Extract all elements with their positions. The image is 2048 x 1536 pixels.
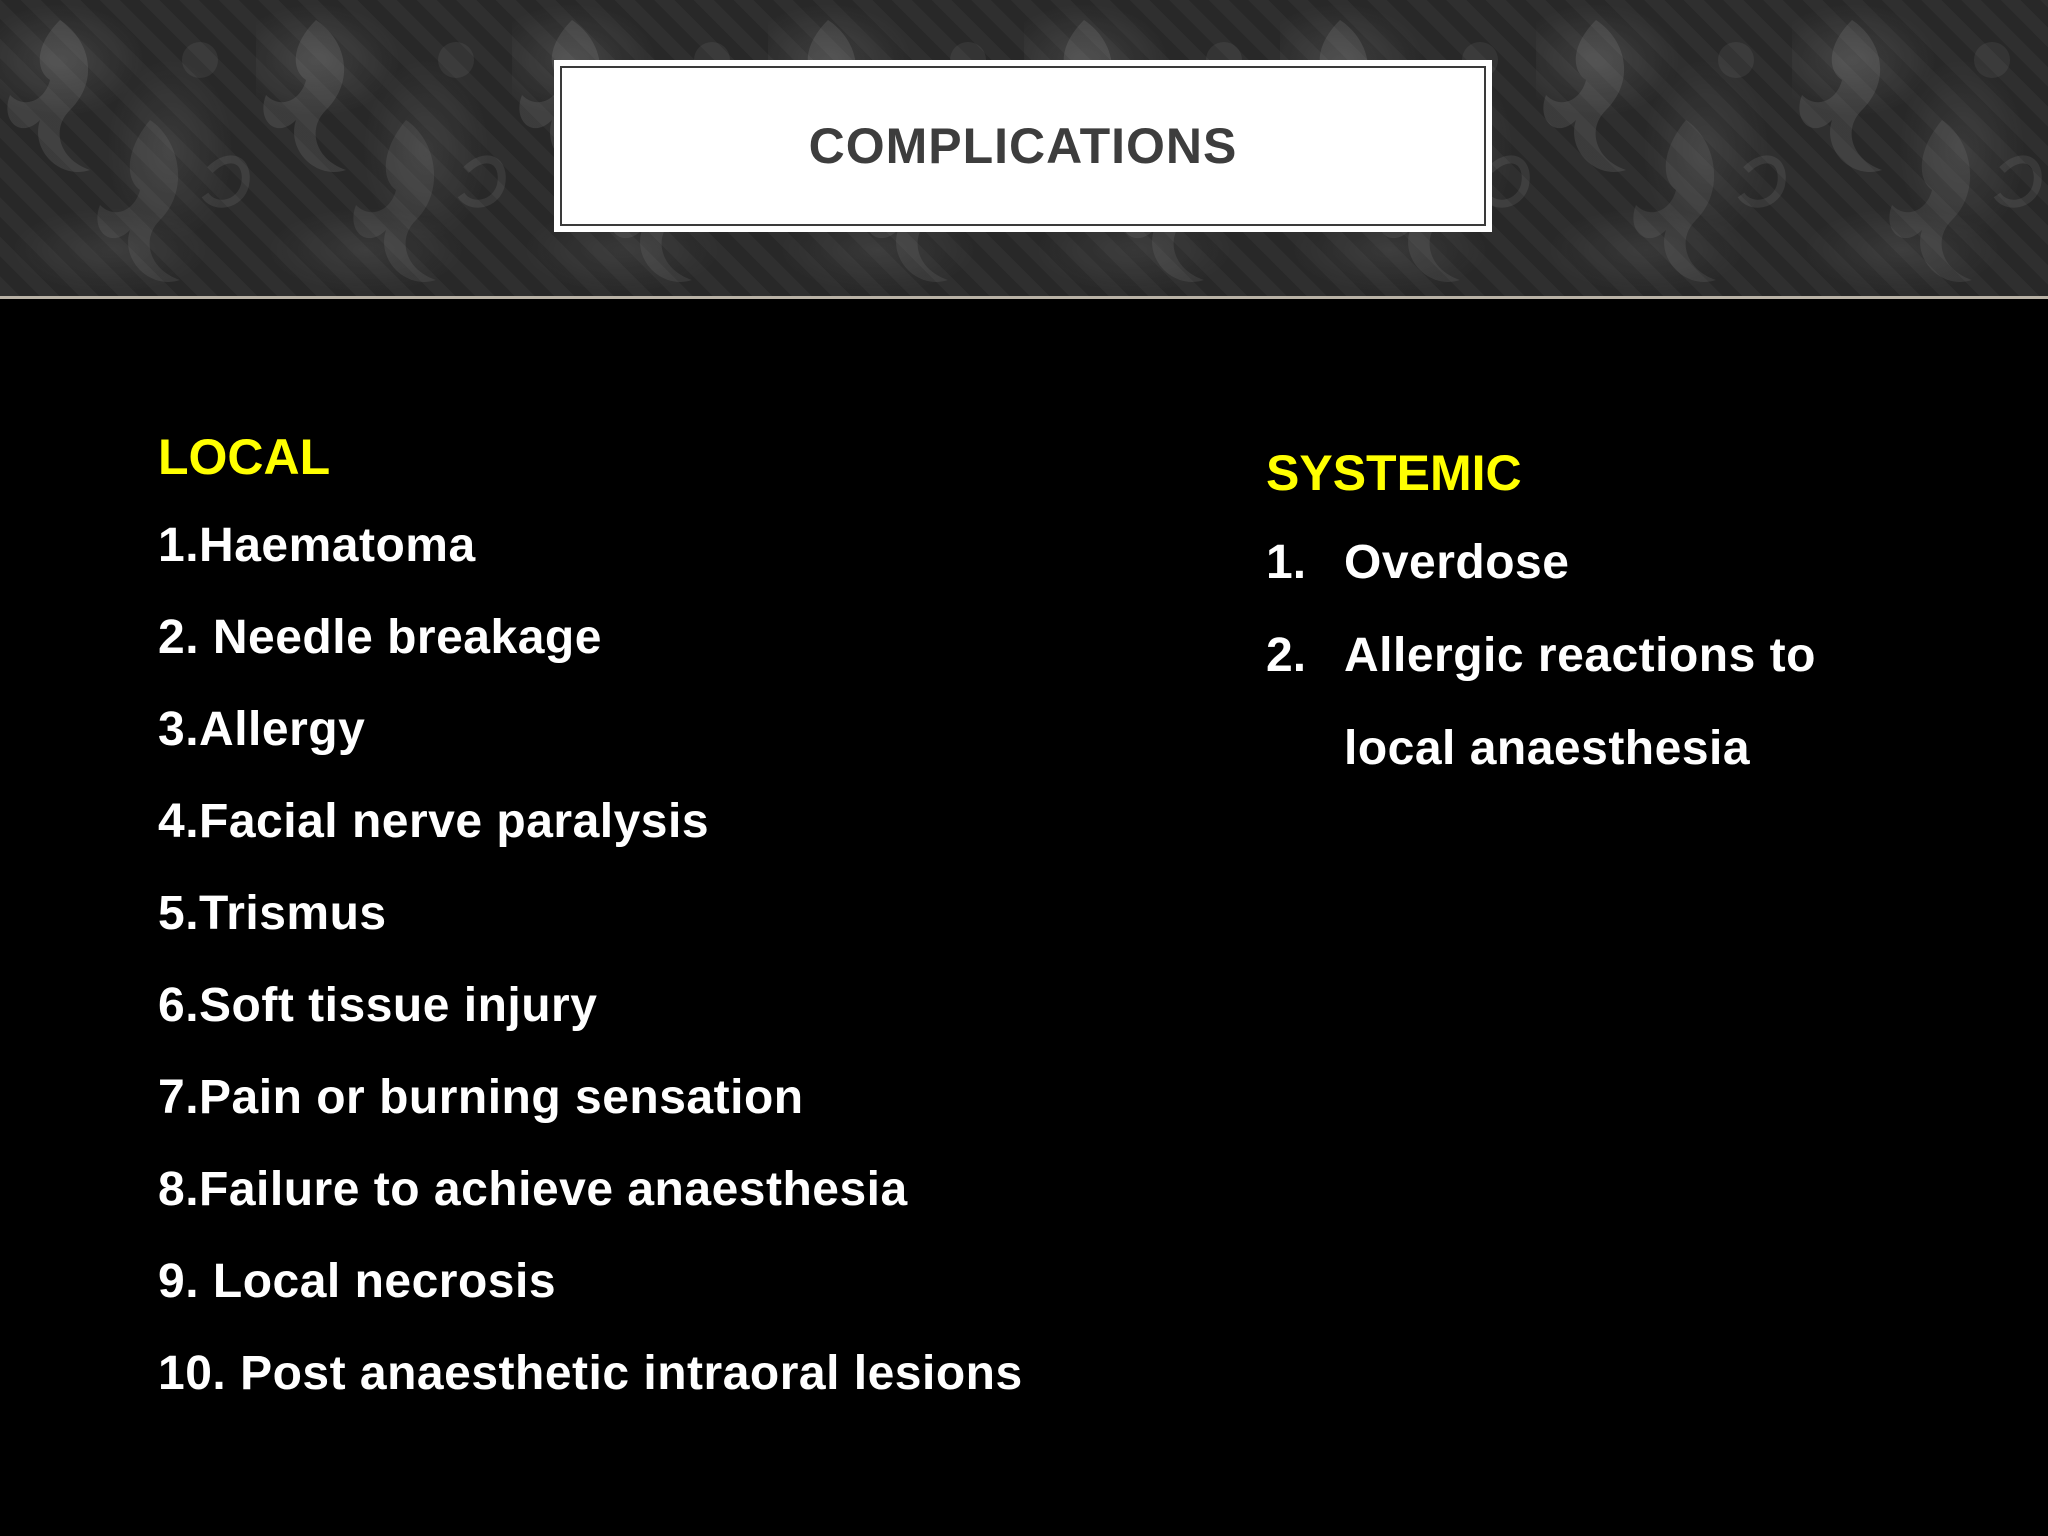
local-item: 4.Facial nerve paralysis [158,795,710,848]
systemic-item-text: Allergic reactions to [1344,629,1816,682]
systemic-heading: SYSTEMIC [1266,445,1522,501]
local-item: 1.Haematoma [158,519,476,572]
local-item: 3.Allergy [158,703,366,756]
header-divider [0,296,2048,299]
slide-title: COMPLICATIONS [808,118,1238,174]
local-item: 2. Needle breakage [158,611,602,664]
local-item: 5.Trismus [158,887,387,940]
systemic-item-number: 1. [1266,536,1307,589]
systemic-item-text: Overdose [1344,536,1570,589]
local-heading: LOCAL [158,429,331,485]
local-item: 7.Pain or burning sensation [158,1071,804,1124]
local-item: 10. Post anaesthetic intraoral lesions [158,1347,1023,1400]
local-item: 9. Local necrosis [158,1255,557,1308]
systemic-item-number: 2. [1266,629,1307,682]
local-item: 6.Soft tissue injury [158,979,598,1032]
local-item: 8.Failure to achieve anaesthesia [158,1163,908,1216]
title-box [554,60,1492,232]
systemic-item-continuation: local anaesthesia [1344,722,1751,775]
